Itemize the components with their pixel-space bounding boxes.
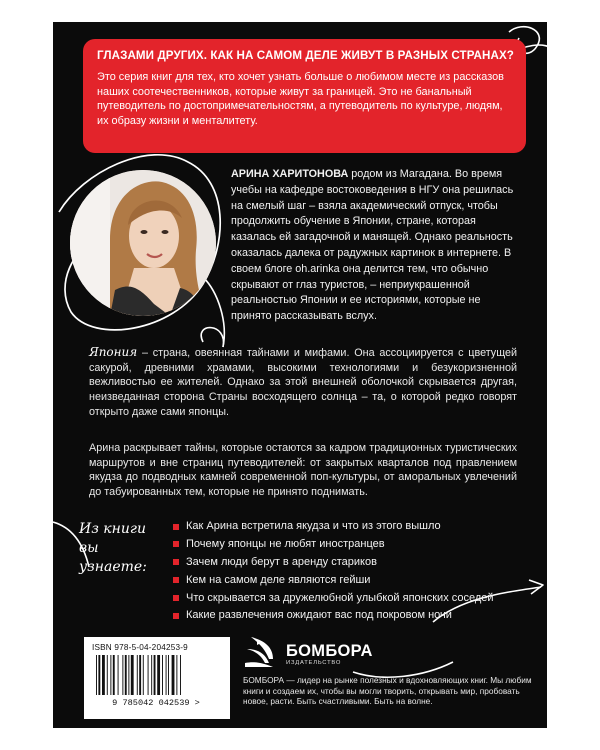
- barcode-box: [84, 637, 230, 719]
- barcode-bar: [98, 655, 100, 695]
- barcode-bar: [154, 655, 156, 695]
- barcode-bar: [107, 655, 108, 695]
- publisher-imprint: ИЗДАТЕЛЬСТВО: [286, 660, 342, 666]
- barcode-bar: [172, 655, 175, 695]
- barcode-bar: [128, 655, 129, 695]
- japan-script-word: Япония: [89, 345, 138, 359]
- list-item: Как Арина встретила якудза и что из этого вышло: [173, 519, 513, 534]
- back-cover: [53, 22, 547, 728]
- author-bio-text: родом из Магадана. Во время учебы на кафедре востоковедения в НГУ она решилась на смелый шаг – взяла академический отпуск, чтобы продолжить обучение в Японии, стране, которая казалась ей загадочной и манящей. Однако реальность оказалась далека от радужных картинок в интернете. В своем блоге oh.arinka она делится тем, что обычно скрывают от глаз туристов, – неприукрашенной реальностью Японии и ее историями, которые не принято рассказывать вслух.: [231, 168, 514, 323]
- publisher-description: БОМБОРА — лидер на рынке полезных и вдохновляющих книг. Мы любим книги и создаем их, чтобы вы могли творить, открывать мир, пробовать новое, расти. Быть счастливыми. Быть на волне.: [243, 675, 532, 707]
- barcode-bar: [148, 655, 149, 695]
- learn-label: [79, 520, 169, 577]
- series-intro-box: [83, 39, 526, 153]
- barcode-bar: [137, 655, 138, 695]
- barcode-bar: [166, 655, 167, 695]
- list-item: Зачем люди берут в аренду стариков: [173, 555, 513, 570]
- description-paragraph-1-text: – страна, овеянная тайнами и мифами. Она ассоциируется с цветущей сакурой, древними храмами, высокими технологиями и безукоризненной вежливостью ее жителей. Однако за этой внешней оболочкой скрывается другая, неизведанная сторона Страны восходящего солнца – та, о которой редко говорят открыто даже сами японцы.: [89, 347, 517, 418]
- barcode-bar: [157, 655, 160, 695]
- barcode-bar: [180, 655, 181, 695]
- barcode-graphic: [92, 655, 220, 707]
- barcode-bar: [118, 655, 119, 695]
- author-portrait-image: [70, 170, 216, 316]
- list-item: Какие развлечения ожидают вас под покровом ночи: [173, 608, 513, 623]
- description-paragraph-1: [89, 345, 517, 420]
- list-item: Кем на самом деле являются гейши: [173, 573, 513, 588]
- barcode-bar: [122, 655, 123, 695]
- barcode-bar: [151, 655, 152, 695]
- barcode-bar: [139, 655, 141, 695]
- barcode-bar: [102, 655, 105, 695]
- description-paragraph-2: Арина раскрывает тайны, которые остаются за кадром традиционных туристических маршрутов и вне страниц путеводителей: от закрытых кварталов под правлением якудза до подводных камней современной поп-культуры, от аморальных увлечений до табуированных тем, которые не принято поднимать.: [89, 442, 517, 499]
- barcode-bar: [176, 655, 177, 695]
- author-photo: [70, 170, 216, 316]
- isbn-label: ISBN 978-5-04-204253-9: [92, 643, 188, 652]
- list-item: Что скрывается за дружелюбной улыбкой японских соседей: [173, 591, 513, 606]
- barcode-bar: [113, 655, 115, 695]
- barcode-number: 9 785042 042539 >: [112, 698, 200, 707]
- list-item: Почему японцы не любят иностранцев: [173, 537, 513, 552]
- learn-label-line-1: Из книги: [79, 521, 146, 537]
- barcode-bar: [168, 655, 169, 695]
- barcode-bar: [162, 655, 163, 695]
- learn-list: [173, 519, 513, 626]
- barcode-bar: [96, 655, 97, 695]
- barcode-bar: [143, 655, 144, 695]
- series-description: Это серия книг для тех, кто хочет узнать больше о любимом месте из рассказов наших соотечественников, которые живут за границей. Это не банальный путеводитель по достопримечательностям, а путеводитель по культуре, людям, их образу жизни и менталитету.: [97, 71, 504, 127]
- barcode-bar: [131, 655, 134, 695]
- barcode-bar: [125, 655, 127, 695]
- barcode-bar: [110, 655, 111, 695]
- author-bio: [231, 167, 523, 325]
- series-title: ГЛАЗАМИ ДРУГИХ. КАК НА САМОМ ДЕЛЕ ЖИВУТ В РАЗНЫХ СТРАНАХ?: [97, 49, 514, 62]
- learn-label-line-2: вы узнаете:: [79, 540, 147, 575]
- author-name: АРИНА ХАРИТОНОВА: [231, 168, 349, 180]
- publisher-name: БОМБОРА: [286, 642, 373, 660]
